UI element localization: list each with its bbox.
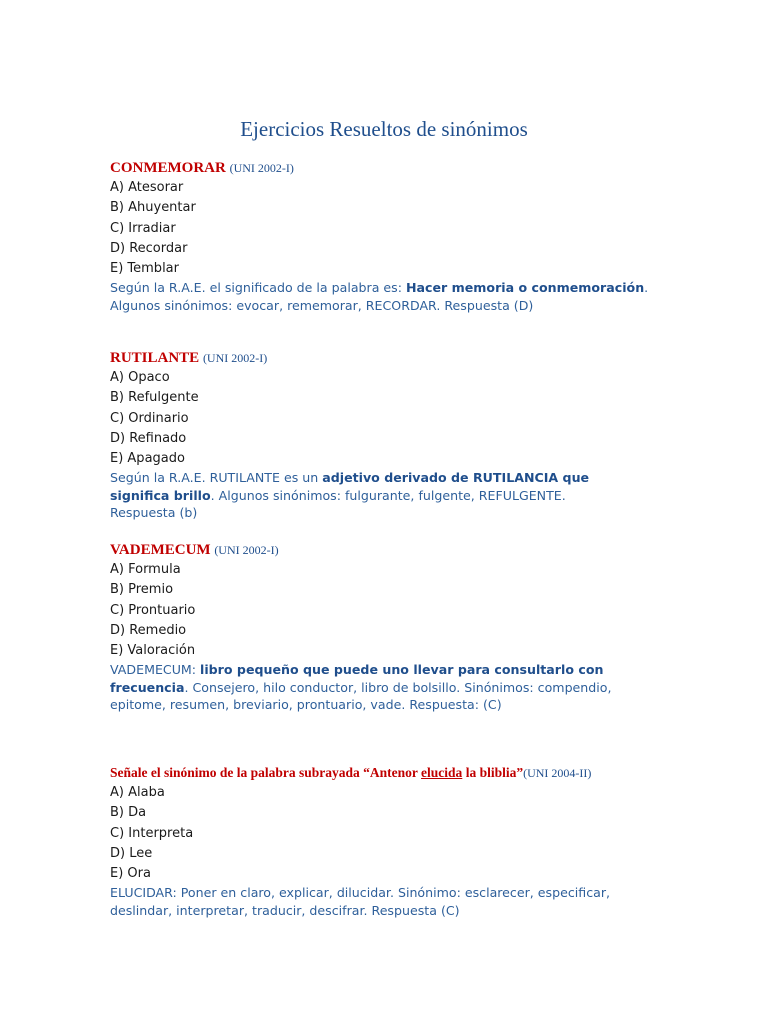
underlined-word: elucida — [421, 765, 463, 780]
explanation — [110, 279, 670, 314]
question-conmemorar — [110, 158, 670, 314]
question-source: (UNI 2004-II) — [523, 766, 592, 780]
option-e: E) Valoración — [110, 643, 196, 659]
option-b: B) Da — [110, 805, 147, 821]
page-title: Ejercicios Resueltos de sinónimos — [240, 117, 528, 141]
option-c: C) Prontuario — [110, 602, 196, 618]
explanation — [110, 469, 620, 522]
question-word: VADEMECUM — [110, 542, 211, 558]
option-a: A) Atesorar — [110, 180, 184, 195]
explanation-text: Según la R.A.E. el significado de la palabra es: — [110, 280, 406, 296]
option-c: C) Interpreta — [110, 825, 194, 841]
explanation-definition: libro pequeño que puede uno llevar para consultarlo con frecuencia — [110, 662, 604, 695]
question-source: (UNI 2002-I) — [214, 543, 279, 557]
option-b: B) Refulgente — [110, 390, 199, 406]
option-a: A) Opaco — [110, 370, 170, 385]
question-elucida — [110, 763, 710, 919]
option-d: D) Recordar — [110, 240, 188, 256]
prompt-text: Señale el sinónimo de la palabra subrayada “Antenor — [110, 765, 422, 780]
explanation-text: . — [644, 280, 649, 296]
explanation-text: VADEMECUM: — [110, 662, 201, 678]
option-b: B) Ahuyentar — [110, 200, 196, 216]
question-word: CONMEMORAR — [110, 160, 226, 176]
question-source: (UNI 2002-I) — [202, 351, 268, 365]
option-d: D) Remedio — [110, 622, 187, 638]
question-heading — [110, 348, 670, 368]
question-source: (UNI 2002-I) — [229, 161, 294, 175]
explanation-definition: Hacer memoria o conmemoración — [406, 280, 645, 296]
option-d: D) Refinado — [110, 430, 187, 446]
option-a: A) Alaba — [110, 785, 165, 800]
explanation-text: Respuesta (b) — [110, 505, 198, 521]
option-e: E) Temblar — [110, 261, 179, 277]
question-rutilante — [110, 348, 670, 522]
question-heading — [110, 540, 670, 560]
question-prompt — [110, 765, 523, 780]
question-heading — [110, 158, 670, 178]
question-heading — [110, 763, 710, 783]
question-vademecum — [110, 540, 670, 714]
explanation-text: . Consejero, hilo conductor, libro de bolsillo. Sinónimos: compendio, epitome, resumen, breviario, prontuario, vade. Respuesta: (C) — [110, 679, 612, 713]
question-word: RUTILANTE — [110, 350, 200, 366]
explanation — [110, 661, 615, 714]
explanation-text: Según la R.A.E. RUTILANTE es un — [110, 470, 323, 486]
explanation-definition: adjetivo derivado de RUTILANCIA que significa brillo — [110, 470, 590, 503]
option-a: A) Formula — [110, 562, 181, 577]
option-c: C) Irradiar — [110, 220, 176, 236]
option-d: D) Lee — [110, 845, 153, 861]
explanation-text: . Algunos sinónimos: fulgurante, fulgente, REFULGENTE. — [210, 487, 566, 503]
option-e: E) Apagado — [110, 451, 185, 467]
explanation-text: Algunos sinónimos: evocar, rememorar, RECORDAR. Respuesta (D) — [110, 297, 534, 313]
option-c: C) Ordinario — [110, 410, 189, 426]
prompt-text: la bliblia” — [462, 765, 524, 780]
explanation: ELUCIDAR: Poner en claro, explicar, dilucidar. Sinónimo: esclarecer, especificar, deslindar, interpretar, traducir, descifrar. Respuesta (C) — [110, 885, 611, 918]
option-e: E) Ora — [110, 866, 151, 882]
option-b: B) Premio — [110, 582, 174, 598]
